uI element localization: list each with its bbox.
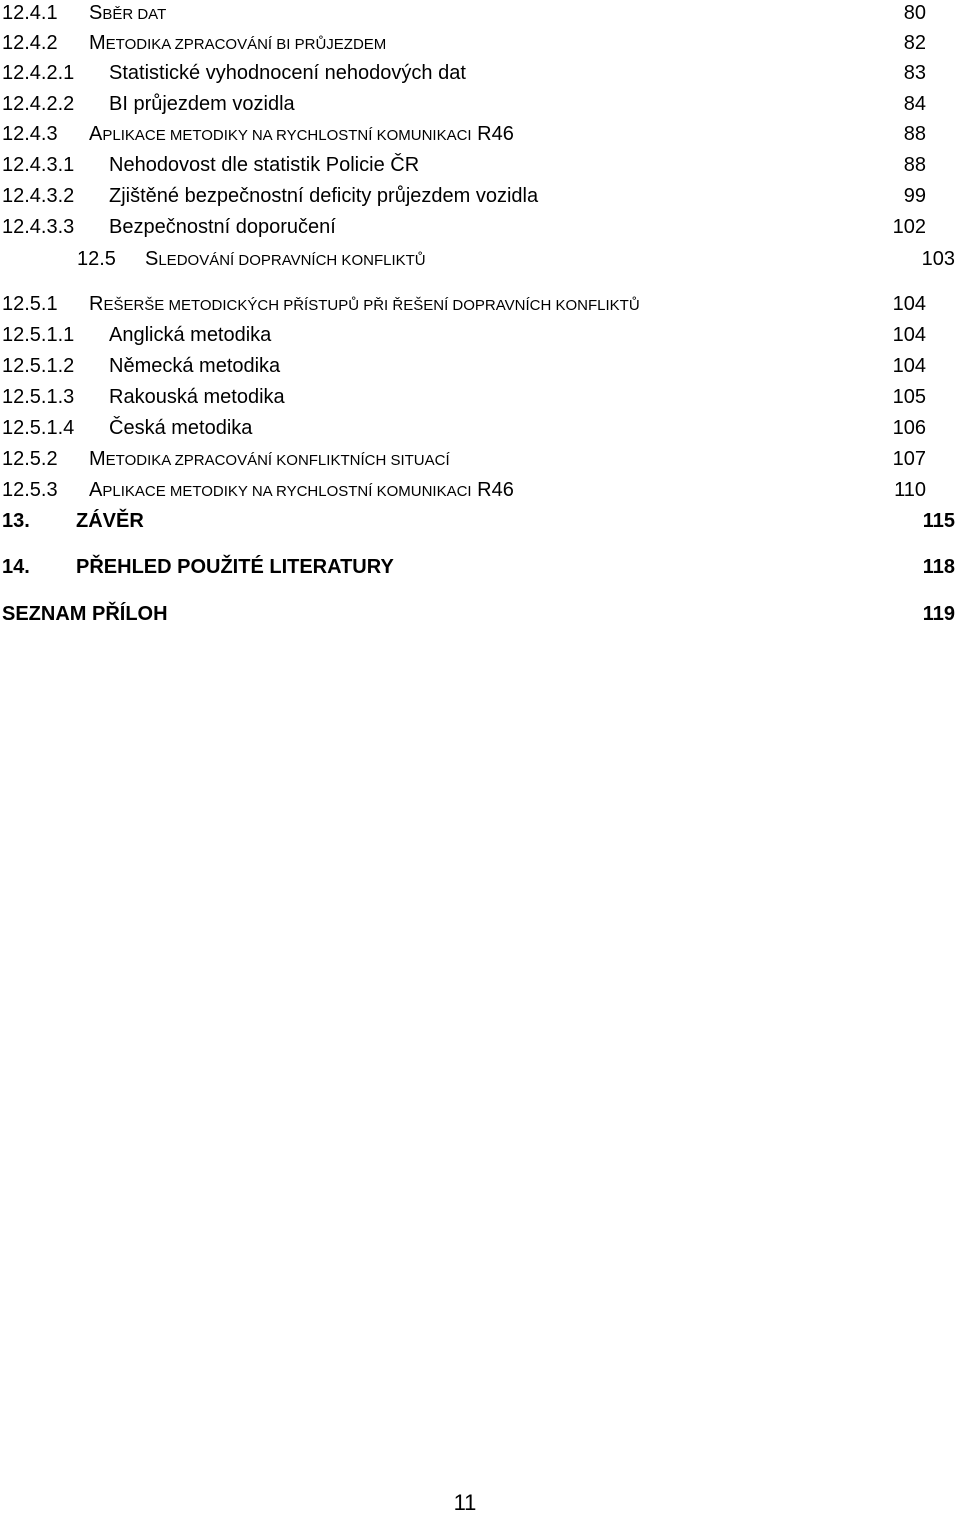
toc-entry-14[interactable]: [0, 552, 960, 582]
toc-page: 119: [922, 603, 955, 625]
toc-number: 12.4.3.3: [2, 216, 75, 238]
toc-number: 12.4.3.2: [2, 185, 75, 207]
toc-entry-12-5-1-2[interactable]: [0, 351, 960, 381]
toc-title: Statistické vyhodnocení nehodových dat: [109, 62, 466, 84]
toc-title: Česká metodika: [109, 417, 253, 439]
toc-page: 102: [892, 216, 926, 238]
toc-entry-12-5-1-3[interactable]: [0, 382, 960, 412]
toc-number: 12.4.2: [2, 32, 58, 54]
toc-title: SEZNAM PŘÍLOH: [2, 603, 168, 625]
toc-page: 110: [894, 479, 926, 501]
toc-number: 12.5.2: [2, 448, 58, 470]
toc-entry-12-4-3-2[interactable]: [0, 181, 960, 211]
toc-entry-12-5-1-4[interactable]: [0, 413, 960, 443]
toc-entry-12-4-2[interactable]: [0, 28, 960, 58]
toc-page: 84: [903, 93, 926, 115]
toc-title: SLEDOVÁNÍ DOPRAVNÍCH KONFLIKTŮ: [145, 248, 426, 270]
toc-title: Bezpečnostní doporučení: [109, 216, 336, 238]
toc-entry-12-4-1[interactable]: [0, 0, 960, 28]
toc-number: 12.5.1.1: [2, 324, 75, 346]
toc-number: 12.4.3.1: [2, 154, 75, 176]
toc-entry-12-4-3[interactable]: [0, 119, 960, 149]
toc-entry-appendices[interactable]: [0, 599, 960, 629]
toc-page: 115: [922, 510, 955, 532]
toc-page: 88: [903, 154, 926, 176]
toc-title: Zjištěné bezpečnostní deficity průjezdem vozidla: [109, 185, 539, 207]
toc-page: 88: [903, 123, 926, 145]
toc-page: 80: [903, 2, 926, 24]
toc-page: 104: [892, 293, 926, 315]
toc-number: 13.: [2, 510, 30, 532]
toc-page: 104: [892, 324, 926, 346]
toc-title: ZÁVĚR: [76, 510, 144, 532]
toc-page: 105: [892, 386, 926, 408]
toc-number: 12.4.1: [2, 2, 58, 24]
toc-entry-12-5-3[interactable]: [0, 475, 960, 505]
toc-number: 12.5: [77, 248, 116, 270]
toc-entry-12-5-2[interactable]: [0, 444, 960, 474]
toc-title: Nehodovost dle statistik Policie ČR: [109, 154, 420, 176]
toc-number: 12.5.1: [2, 293, 58, 315]
toc-entry-12-4-3-3[interactable]: [0, 212, 960, 242]
toc-number: 12.4.2.1: [2, 62, 75, 84]
toc-number: 12.4.3: [2, 123, 58, 145]
toc-title: REŠERŠE METODICKÝCH PŘÍSTUPŮ PŘI ŘEŠENÍ DOPRAVNÍCH KONFLIKTŮ: [89, 293, 640, 315]
toc-entry-13[interactable]: [0, 506, 960, 536]
toc-page: 103: [921, 248, 955, 270]
toc-title: METODIKA ZPRACOVÁNÍ BI PRŮJEZDEM: [89, 32, 387, 54]
page-number: 11: [453, 1490, 477, 1515]
toc-number: 12.5.1.2: [2, 355, 75, 377]
toc-entry-12-4-3-1[interactable]: [0, 150, 960, 180]
toc-title: APLIKACE METODIKY NA RYCHLOSTNÍ KOMUNIKACI R46: [89, 123, 514, 145]
toc-entry-12-4-2-1[interactable]: [0, 58, 960, 88]
toc-entry-12-4-2-2[interactable]: [0, 89, 960, 119]
toc-title: BI průjezdem vozidla: [109, 93, 295, 115]
toc-number: 12.5.1.4: [2, 417, 75, 439]
toc-entry-12-5[interactable]: [0, 244, 960, 274]
toc-page: 107: [892, 448, 926, 470]
toc-title: Německá metodika: [109, 355, 281, 377]
toc-number: 12.4.2.2: [2, 93, 75, 115]
toc-page: 118: [922, 556, 955, 578]
toc-page: 83: [903, 62, 926, 84]
toc-title: SBĚR DAT: [89, 2, 167, 24]
toc-number: 14.: [2, 556, 30, 578]
toc-page: 99: [903, 185, 926, 207]
toc-title: Anglická metodika: [109, 324, 272, 346]
toc-page: 104: [892, 355, 926, 377]
toc-title: APLIKACE METODIKY NA RYCHLOSTNÍ KOMUNIKACI R46: [89, 479, 514, 501]
toc-title: METODIKA ZPRACOVÁNÍ KONFLIKTNÍCH SITUACÍ: [89, 448, 450, 470]
toc-page: 82: [903, 32, 926, 54]
toc-number: 12.5.1.3: [2, 386, 75, 408]
toc-title: Rakouská metodika: [109, 386, 285, 408]
toc-entry-12-5-1-1[interactable]: [0, 320, 960, 350]
toc-page: 106: [892, 417, 926, 439]
toc-number: 12.5.3: [2, 479, 58, 501]
toc-title: PŘEHLED POUŽITÉ LITERATURY: [76, 556, 394, 578]
toc-entry-12-5-1[interactable]: [0, 289, 960, 319]
